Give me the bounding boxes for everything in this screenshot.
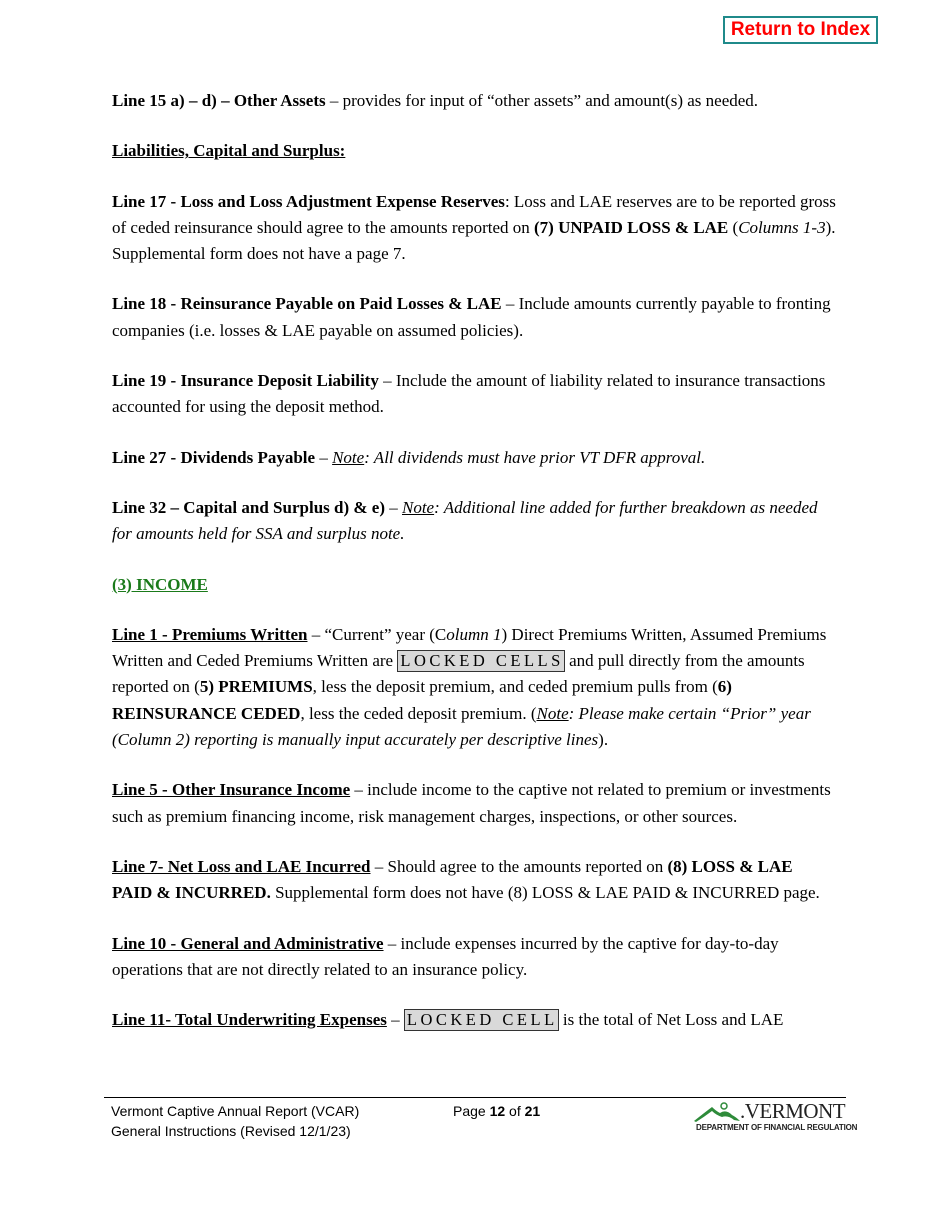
line-19-paragraph: Line 19 - Insurance Deposit Liability – Include the amount of liability related to insurance transactions accounted for using the deposit method. bbox=[112, 371, 826, 417]
mountain-logo-icon bbox=[694, 1101, 742, 1123]
liabilities-heading: Liabilities, Capital and Surplus: bbox=[112, 141, 346, 161]
line-27-paragraph: Line 27 - Dividends Payable – Note: All dividends must have prior VT DFR approval. bbox=[112, 447, 706, 467]
page-number: Page 12 of 21 bbox=[453, 1103, 541, 1119]
line-19-title: Line 19 - Insurance Deposit Liability bbox=[112, 371, 379, 391]
line-17-title: Line 17 - Loss and Loss Adjustment Expense Reserves bbox=[112, 191, 505, 211]
line-15-paragraph: Line 15 a) – d) – Other Assets – provides for input of “other assets” and amount(s) as needed. bbox=[112, 91, 759, 110]
line-7-title: Line 7- Net Loss and LAE Incurred bbox=[112, 856, 371, 876]
line-18-title: Line 18 - Reinsurance Payable on Paid Losses & LAE bbox=[112, 294, 502, 314]
line-10-paragraph: Line 10 - General and Administrative – include expenses incurred by the captive for day-to-day operations that are not directly related to an insurance policy. bbox=[112, 933, 779, 979]
line-17-paragraph: Line 17 - Loss and Loss Adjustment Expense Reserves: Loss and LAE reserves are to be reported gross of ceded reinsurance should agree to the amounts reported on (7) UNPAID LOSS & LAE (Columns 1-3). Supplemental form does not have a page 7. bbox=[112, 191, 836, 264]
line-11-title: Line 11- Total Underwriting Expenses bbox=[112, 1010, 387, 1030]
line-18-paragraph: Line 18 - Reinsurance Payable on Paid Losses & LAE – Include amounts currently payable to fronting companies (i.e. losses & LAE payable on assumed policies). bbox=[112, 294, 831, 340]
document-body bbox=[112, 88, 837, 1057]
footer-document-info: Vermont Captive Annual Report (VCAR) General Instructions (Revised 12/1/23) bbox=[111, 1103, 360, 1139]
line-5-paragraph: Line 5 - Other Insurance Income – include income to the captive not related to premium or investments such as premium financing income, risk management charges, inspections, or other sources. bbox=[112, 780, 831, 826]
line-5-title: Line 5 - Other Insurance Income bbox=[112, 780, 351, 800]
line-15-title: Line 15 a) – d) – Other Assets bbox=[112, 91, 326, 110]
footer-divider bbox=[104, 1097, 846, 1098]
locked-cell-badge: LOCKED CELL bbox=[404, 1009, 559, 1031]
line-11-paragraph: Line 11- Total Underwriting Expenses – LOCKED CELL is the total of Net Loss and LAE bbox=[112, 1010, 784, 1030]
line-1-title: Line 1 - Premiums Written bbox=[112, 624, 308, 644]
line-32-paragraph: Line 32 – Capital and Surplus d) & e) – Note: Additional line added for further breakdown as needed for amounts held for SSA and surplus note. bbox=[112, 497, 818, 544]
line-27-title: Line 27 - Dividends Payable bbox=[112, 447, 316, 467]
income-heading: (3) INCOME bbox=[112, 574, 208, 594]
line-7-paragraph: Line 7- Net Loss and LAE Incurred – Should agree to the amounts reported on (8) LOSS & LAE PAID & INCURRED. Supplemental form does not have (8) LOSS & LAE PAID & INCURRED page. bbox=[112, 856, 820, 903]
line-10-title: Line 10 - General and Administrative bbox=[112, 933, 384, 953]
locked-cells-badge: LOCKED CELLS bbox=[397, 650, 564, 672]
line-32-title: Line 32 – Capital and Surplus d) & e) bbox=[112, 497, 385, 517]
line-1-paragraph: Line 1 - Premiums Written – “Current” year (Column 1) Direct Premiums Written, Assumed Premiums Written and Ceded Premiums Written are LOCKED CELLS and pull directly from the amounts reported on (5) PREMIUMS, less the deposit premium, and ceded premium pulls from (6) REINSURANCE CEDED, less the ceded deposit premium. (Note: Please make certain “Prior” year (Column 2) reporting is manually input accurately per descriptive lines). bbox=[112, 624, 827, 750]
vermont-dfr-logo: .VERMONT DEPARTMENT OF FINANCIAL REGULATION bbox=[696, 1099, 858, 1132]
return-to-index-button[interactable]: Return to Index bbox=[723, 16, 878, 44]
